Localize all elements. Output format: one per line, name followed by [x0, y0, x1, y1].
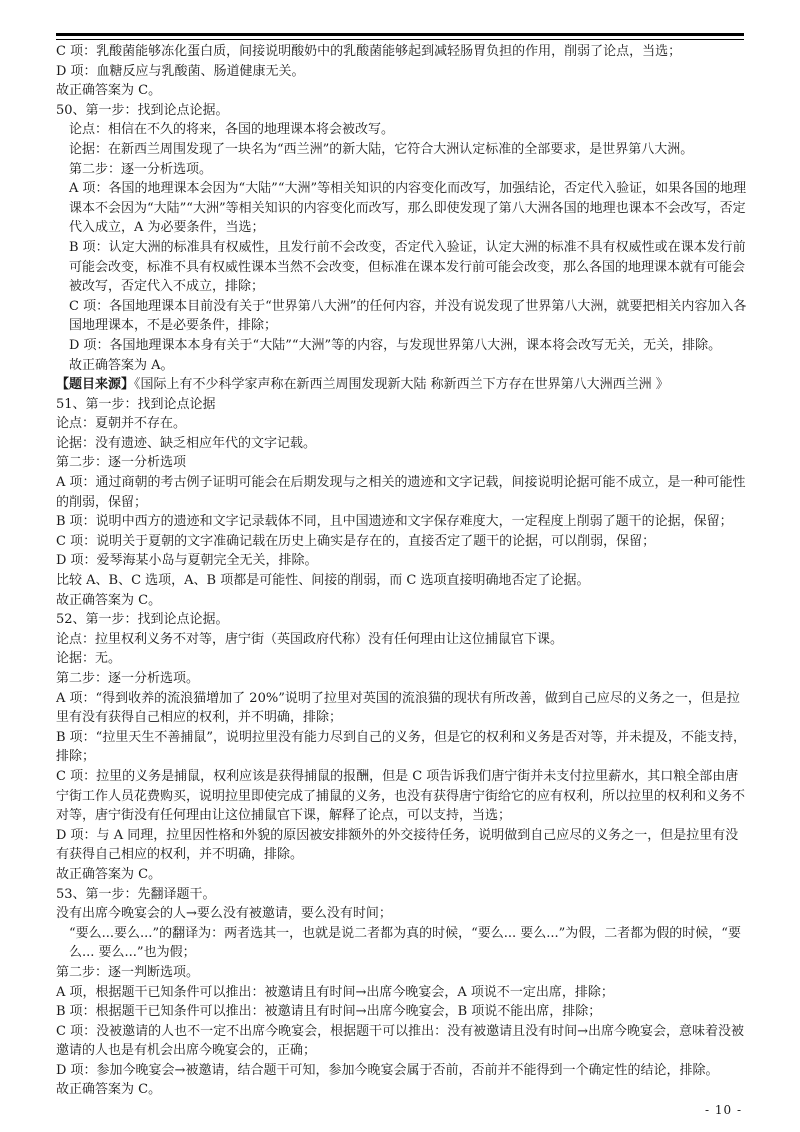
text-line: C 项：各国地理课本目前没有关于“世界第八大洲”的任何内容，并没有说发现了世界第八大洲，就要把相关内容加入各国地理课本，不是必要条件，排除；	[69, 298, 747, 334]
text-line: D 项：与 A 同理，拉里因性格和外貌的原因被安排额外的外交接待任务，说明做到自己应尽的义务之一，但是拉里有没有获得自己相应的权利，并不明确，排除。	[56, 827, 739, 863]
text-line: 第二步：逐一分析选项	[56, 455, 187, 471]
header-rule-thick	[56, 33, 744, 36]
text-line: “要么...要么...”的翻译为：两者选其一，也就是说二者都为真的时候，“要么... 要么...”为假，二者都为假的时候，“要么... 要么...”也为假；	[69, 925, 741, 961]
text-line: D 项：各国地理课本本身有关于“大陆”“大洲”等的内容，与发现世界第八大洲，课本将会改写无关，无关，排除。	[69, 337, 722, 353]
text-line: A 项：“得到收养的流浪猫增加了 20%”说明了拉里对英国的流浪猫的现状有所改善，做到自己应尽的义务之一，但是拉里有没有获得自己相应的权利，并不明确，排除；	[56, 690, 740, 726]
text-line: 没有出席今晚宴会的人→要么没有被邀请，要么没有时间；	[56, 906, 392, 922]
text-line: C 项：没被邀请的人也不一定不出席今晚宴会，根据题干可以推出：没有被邀请且没有时间→出席今晚宴会，意味着没被邀请的人也是有机会出席今晚宴会的，正确；	[56, 1023, 744, 1059]
text-line: D 项：血糖反应与乳酸菌、肠道健康无关。	[56, 63, 305, 79]
text-line: 第二步：逐一判断选项。	[56, 964, 200, 980]
text-line: A 项：各国的地理课本会因为“大陆”“大洲”等相关知识的内容变化而改写，加强结论，否定代入验证，如果各国的地理课本不会因为“大陆”“大洲”等相关知识的内容变化而改写，那么即使发现了第八大洲各国的地理也课本不会改写，否定代入成立，A 为必要条件，当选；	[69, 181, 747, 236]
text-line: D 项：爱琴海某小岛与夏朝完全无关，排除。	[56, 553, 318, 569]
text-line: 故正确答案为 C。	[56, 592, 162, 608]
source-title: 《国际上有不少科学家声称在新西兰周围发现新大陆 称新西兰下方存在世界第八大洲西兰洲 》	[134, 377, 669, 393]
text-line: 论点：夏朝并不存在。	[56, 416, 187, 432]
text-line: 第二步：逐一分析选项。	[56, 671, 200, 686]
text-line: 论据：无。	[56, 651, 122, 667]
text-line: C 项：说明关于夏朝的文字准确记载在历史上确实是存在的，直接否定了题干的论据，可以削弱，保留；	[56, 533, 656, 549]
text-line: 故正确答案为 C。	[56, 1082, 162, 1098]
text-line: 51、第一步：找到论点论据	[56, 396, 216, 412]
text-line: B 项：“拉里天生不善捕鼠”，说明拉里没有能力尽到自己的义务，但是它的权利和义务是否对等，并未提及，不能支持，排除；	[56, 729, 746, 765]
text-line: B 项：认定大洲的标准具有权威性，且发行前不会改变，否定代入验证，认定大洲的标准不具有权威性或在课本发行前可能会改变，标准不具有权威性课本当然不会改变，但标准在课本发行前可能会改变，那么各国的地理课本就有可能会被改写，否定代入不成立，排除；	[69, 239, 746, 295]
text-line: B 项：说明中西方的遗迹和文字记录载体不同，且中国遗迹和文字保存难度大，一定程度上削弱了题干的论据，保留；	[56, 514, 733, 530]
page-number: - 10 -	[704, 1103, 742, 1117]
text-line: 论点：拉里权利义务不对等，唐宁街（英国政府代称）没有任何理由让这位捕鼠官下课。	[56, 631, 564, 647]
text-line: A 项：通过商朝的考古例子证明可能会在后期发现与之相关的遗迹和文字记载，间接说明论据可能不成立，是一种可能性的削弱，保留；	[56, 475, 746, 510]
text-line: 论据：没有遗迹、缺乏相应年代的文字记载。	[56, 435, 317, 451]
text-line: 52、第一步：找到论点论据。	[56, 612, 229, 628]
text-line: 故正确答案为 C。	[56, 866, 162, 882]
text-line: 50、第一步：找到论点论据。	[56, 102, 229, 118]
text-line: 论据：在新西兰周围发现了一块名为“西兰洲”的新大陆，它符合大洲认定标准的全部要求，是世界第八大洲。	[69, 141, 694, 157]
source-line	[56, 375, 748, 395]
text-line: 论点：相信在不久的将来，各国的地理课本将会被改写。	[69, 122, 395, 138]
text-line: 故正确答案为 C。	[56, 83, 162, 99]
source-label: 【题目来源】	[56, 377, 135, 393]
document-body	[56, 42, 748, 1100]
text-line: B 项：根据题干已知条件可以推出：被邀请且有时间→出席今晚宴会，B 项说不能出席，排除；	[56, 1004, 602, 1020]
text-line: 故正确答案为 A。	[69, 357, 174, 373]
header-rule-thin	[56, 39, 744, 40]
text-line: 第二步：逐一分析选项。	[69, 161, 213, 177]
text-line: D 项：参加今晚宴会→被邀请，结合题干可知，参加今晚宴会属于否前，否前并不能得到一个确定性的结论，排除。	[56, 1062, 719, 1078]
text-line: 比较 A、B、C 选项，A、B 项都是可能性、间接的削弱，而 C 选项直接明确地否定了论据。	[56, 573, 590, 589]
text-line: A 项，根据题干已知条件可以推出：被邀请且有时间→出席今晚宴会，A 项说不一定出席，排除；	[56, 984, 614, 1000]
text-line: C 项：拉里的义务是捕鼠，权利应该是获得捕鼠的报酬，但是 C 项告诉我们唐宁街并未支付拉里薪水，其口粮全部由唐宁街工作人员花费购买，说明拉里即使完成了捕鼠的义务，也没有获得唐宁街给它的应有权利，所以拉里的权利和义务不对等，唐宁街没有任何理由让这位捕鼠官下课，解释了论点，可以支持，当选；	[56, 768, 746, 824]
text-line: C 项：乳酸菌能够冻化蛋白质，间接说明酸奶中的乳酸菌能够起到减轻肠胃负担的作用，削弱了论点，当选；	[56, 44, 682, 59]
text-line: 53、第一步：先翻译题干。	[56, 886, 216, 902]
